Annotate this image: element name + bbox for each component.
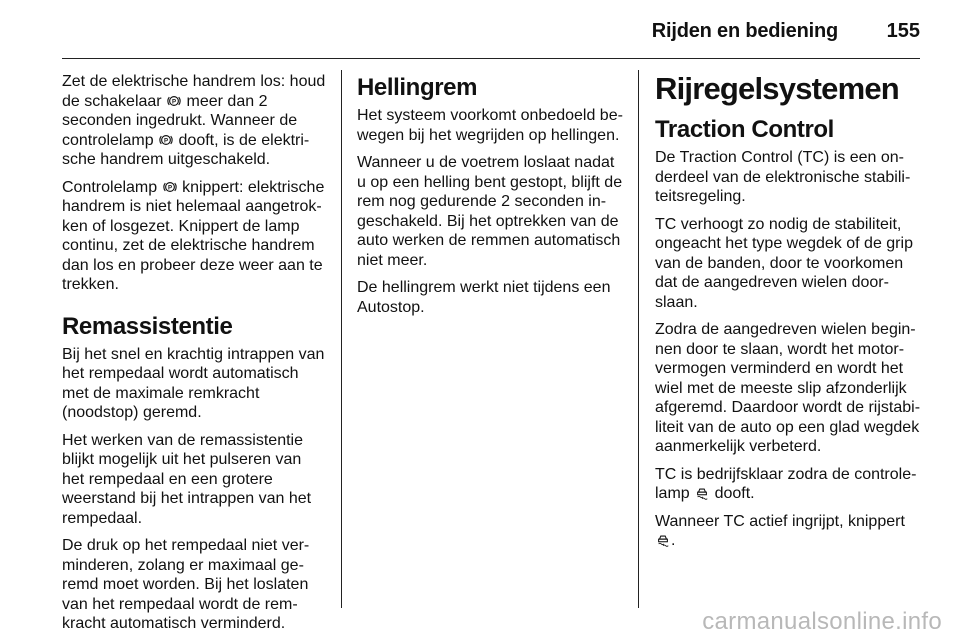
svg-text:P: P	[164, 136, 169, 144]
column-divider	[638, 70, 639, 608]
traction-control-icon	[695, 486, 709, 500]
text: knippert: elektrische handrem is niet helemaal aangetrokken of losgezet. Knippert de lamp continu, zet de elektrische handrem dan los en probeer deze weer aan te trekken.	[62, 178, 325, 293]
parking-brake-icon	[159, 133, 173, 147]
paragraph	[62, 72, 326, 170]
column-right	[655, 72, 923, 612]
paragraph: De druk op het rempedaal niet verminderen, zolang er maximaal geremd moet worden. Bij het loslaten van het rempedaal wordt de remkracht automatisch verminderd.	[62, 537, 310, 632]
page-number: 155	[886, 20, 920, 42]
paragraph	[62, 178, 326, 295]
header-divider	[62, 58, 920, 59]
svg-text:P: P	[167, 183, 172, 191]
paragraph: Het werken van de remassistentie blijkt mogelijk uit het pulseren van het rempedaal en een grotere weerstand bij het intrappen van het rempedaal.	[62, 431, 312, 527]
svg-text:P: P	[172, 97, 177, 105]
watermark: carmanualsonline.info	[702, 608, 942, 635]
text: Controlelamp	[62, 178, 158, 196]
chapter-title: Rijregelsystemen	[655, 71, 899, 106]
column-middle	[357, 72, 623, 612]
text: Wanneer TC actief ingrijpt, knippert	[655, 512, 905, 530]
text: Zet de elektrische handrem los: houd de schakelaar	[62, 73, 326, 110]
section-title: Rijden en bediening	[651, 20, 838, 42]
text: dooft.	[714, 485, 755, 502]
text: dooft, is de elektrische handrem uitgeschakeld.	[62, 131, 310, 168]
text: TC is bedrijfsklaar zodra de controlelamp	[655, 465, 917, 502]
section-heading: Remassistentie	[62, 312, 233, 340]
parking-brake-icon	[167, 94, 181, 108]
section-heading: Hellingrem	[357, 74, 478, 101]
paragraph	[655, 465, 923, 504]
text: meer dan 2 seconden ingedrukt. Wanneer de controlelamp	[62, 92, 298, 149]
paragraph	[655, 512, 923, 551]
paragraph: Het systeem voorkomt onbedoeld bewegen bij het wegrijden op hellingen.	[357, 107, 623, 144]
section-heading: Traction Control	[655, 116, 834, 143]
page-header	[0, 0, 960, 62]
paragraph: De hellingrem werkt niet tijdens een Autostop.	[357, 279, 611, 316]
paragraph: Bij het snel en krachtig intrappen van het rempedaal wordt automatisch met de maximale remkracht (noodstop) geremd.	[62, 345, 325, 421]
column-divider	[341, 70, 342, 608]
parking-brake-icon	[163, 180, 177, 194]
paragraph: Zodra de aangedreven wielen beginnen door te slaan, wordt het motorvermogen verminderd en wordt het wiel met de meeste slip afzonderlijk afgeremd. Daardoor wordt de rijstabiliteit van de auto op een glad wegdek aanmerkelijk verbeterd.	[655, 321, 921, 455]
text: .	[671, 532, 676, 549]
paragraph: TC verhoogt zo nodig de stabiliteit, ongeacht het type wegdek of de grip van de banden, door te voorkomen dat de aangedreven wielen doorslaan.	[655, 215, 913, 311]
paragraph: De Traction Control (TC) is een onderdeel van de elektronische stabiliteitsregeling.	[655, 149, 911, 205]
traction-control-icon	[656, 533, 670, 547]
column-left	[62, 72, 326, 632]
paragraph: Wanneer u de voetrem loslaat nadat u op een helling bent gestopt, blijft de rem nog gedurende 2 seconden ingeschakeld. Bij het optrekken van de auto werken de remmen automatisch niet meer.	[357, 154, 623, 269]
